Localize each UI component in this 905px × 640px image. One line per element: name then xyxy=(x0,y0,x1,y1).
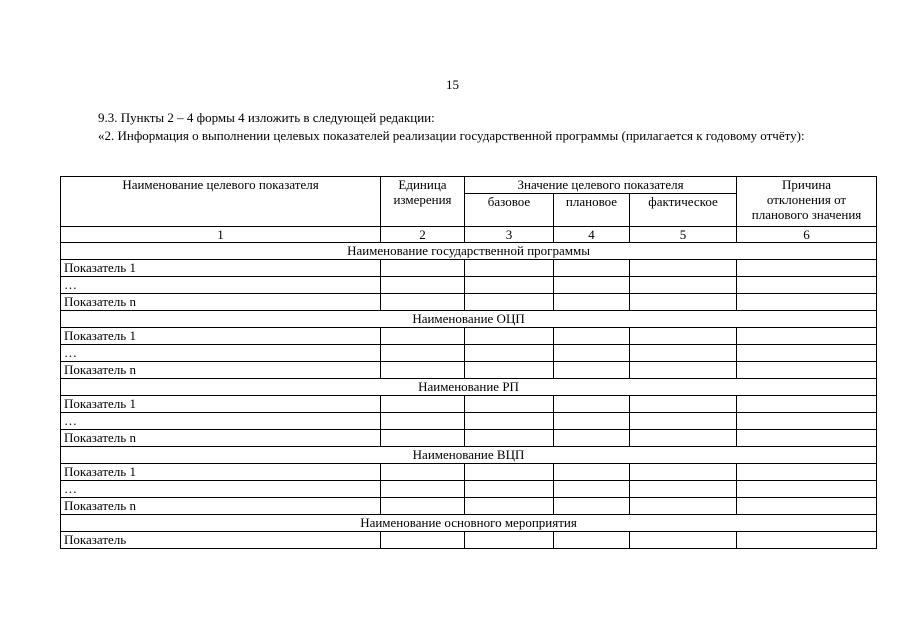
empty-cell xyxy=(737,413,877,430)
empty-cell xyxy=(737,532,877,549)
header-actual: фактическое xyxy=(630,194,737,227)
empty-cell xyxy=(737,260,877,277)
empty-cell xyxy=(554,345,630,362)
page-number: 15 xyxy=(446,77,459,92)
column-number: 3 xyxy=(465,227,554,243)
section-header-row xyxy=(61,379,877,396)
empty-cell xyxy=(630,464,737,481)
empty-cell xyxy=(465,345,554,362)
empty-cell xyxy=(737,464,877,481)
empty-cell xyxy=(465,532,554,549)
empty-cell xyxy=(630,362,737,379)
empty-cell xyxy=(554,413,630,430)
empty-cell xyxy=(381,328,465,345)
section-title: Наименование государственной программы xyxy=(61,243,877,260)
column-number: 2 xyxy=(381,227,465,243)
header-value-group: Значение целевого показателя xyxy=(465,177,737,194)
empty-cell xyxy=(381,464,465,481)
empty-cell xyxy=(630,532,737,549)
section-title: Наименование РП xyxy=(61,379,877,396)
empty-cell xyxy=(554,430,630,447)
empty-cell xyxy=(381,362,465,379)
indicator-name-cell: Показатель 1 xyxy=(61,260,381,277)
indicator-name-cell: Показатель n xyxy=(61,498,381,515)
indicator-name-cell: Показатель n xyxy=(61,430,381,447)
indicator-name-cell: Показатель xyxy=(61,532,381,549)
empty-cell xyxy=(381,413,465,430)
indicator-name-cell: Показатель 1 xyxy=(61,396,381,413)
empty-cell xyxy=(630,328,737,345)
indicator-name-cell: … xyxy=(61,345,381,362)
section-header-row xyxy=(61,243,877,260)
empty-cell xyxy=(381,481,465,498)
table-row xyxy=(61,464,877,481)
table-row xyxy=(61,498,877,515)
paragraph-item-2: «2. Информация о выполнении целевых показателей реализации государственной программы (прилагается к годовому отчёту): xyxy=(98,128,805,143)
empty-cell xyxy=(737,277,877,294)
header-unit-line1: Единица xyxy=(398,177,447,192)
empty-cell xyxy=(554,294,630,311)
empty-cell xyxy=(630,413,737,430)
empty-cell xyxy=(737,481,877,498)
empty-cell xyxy=(737,294,877,311)
empty-cell xyxy=(465,396,554,413)
table-row xyxy=(61,430,877,447)
section-title: Наименование основного мероприятия xyxy=(61,515,877,532)
table-row xyxy=(61,277,877,294)
empty-cell xyxy=(465,430,554,447)
empty-cell xyxy=(381,532,465,549)
empty-cell xyxy=(630,294,737,311)
empty-cell xyxy=(630,481,737,498)
empty-cell xyxy=(554,532,630,549)
empty-cell xyxy=(630,498,737,515)
indicator-name-cell: Показатель n xyxy=(61,362,381,379)
section-header-row xyxy=(61,447,877,464)
indicator-name-cell: Показатель n xyxy=(61,294,381,311)
indicator-name-cell: … xyxy=(61,277,381,294)
empty-cell xyxy=(381,498,465,515)
empty-cell xyxy=(630,277,737,294)
empty-cell xyxy=(554,498,630,515)
empty-cell xyxy=(381,396,465,413)
section-header-row xyxy=(61,515,877,532)
header-reason-line1: Причина xyxy=(781,177,832,192)
empty-cell xyxy=(465,328,554,345)
empty-cell xyxy=(381,277,465,294)
empty-cell xyxy=(737,498,877,515)
empty-cell xyxy=(465,498,554,515)
indicator-name-cell: Показатель 1 xyxy=(61,464,381,481)
empty-cell xyxy=(381,430,465,447)
empty-cell xyxy=(554,362,630,379)
indicator-name-cell: … xyxy=(61,413,381,430)
empty-cell xyxy=(630,345,737,362)
column-number: 1 xyxy=(61,227,381,243)
empty-cell xyxy=(465,481,554,498)
empty-cell xyxy=(381,260,465,277)
empty-cell xyxy=(554,464,630,481)
table-row xyxy=(61,396,877,413)
empty-cell xyxy=(737,362,877,379)
empty-cell xyxy=(630,260,737,277)
header-base: базовое xyxy=(465,194,554,227)
column-number: 4 xyxy=(554,227,630,243)
empty-cell xyxy=(737,430,877,447)
column-number: 6 xyxy=(737,227,877,243)
table-row xyxy=(61,532,877,549)
empty-cell xyxy=(737,396,877,413)
empty-cell xyxy=(630,396,737,413)
header-unit xyxy=(381,177,465,227)
empty-cell xyxy=(737,328,877,345)
column-number: 5 xyxy=(630,227,737,243)
section-header-row xyxy=(61,311,877,328)
empty-cell xyxy=(554,260,630,277)
header-unit-line2: измерения xyxy=(393,192,452,207)
header-reason-line3: планового значения xyxy=(751,207,862,222)
section-title: Наименование ОЦП xyxy=(61,311,877,328)
header-deviation-reason xyxy=(737,177,877,227)
empty-cell xyxy=(465,260,554,277)
header-plan: плановое xyxy=(554,194,630,227)
empty-cell xyxy=(381,294,465,311)
table-row xyxy=(61,362,877,379)
indicator-name-cell: … xyxy=(61,481,381,498)
empty-cell xyxy=(554,277,630,294)
header-indicator-name: Наименование целевого показателя xyxy=(61,177,381,227)
table-row xyxy=(61,260,877,277)
empty-cell xyxy=(381,345,465,362)
empty-cell xyxy=(554,396,630,413)
empty-cell xyxy=(465,413,554,430)
empty-cell xyxy=(465,464,554,481)
table-row xyxy=(61,413,877,430)
empty-cell xyxy=(554,481,630,498)
empty-cell xyxy=(554,328,630,345)
target-indicators-table xyxy=(60,176,877,549)
empty-cell xyxy=(630,430,737,447)
table-row xyxy=(61,481,877,498)
empty-cell xyxy=(465,277,554,294)
empty-cell xyxy=(737,345,877,362)
table-row xyxy=(61,294,877,311)
table-row xyxy=(61,328,877,345)
empty-cell xyxy=(465,362,554,379)
table-row xyxy=(61,345,877,362)
empty-cell xyxy=(465,294,554,311)
indicator-name-cell: Показатель 1 xyxy=(61,328,381,345)
section-title: Наименование ВЦП xyxy=(61,447,877,464)
header-reason-line2: отклонения от xyxy=(766,192,847,207)
paragraph-intro: 9.3. Пункты 2 – 4 формы 4 изложить в следующей редакции: xyxy=(98,110,435,125)
